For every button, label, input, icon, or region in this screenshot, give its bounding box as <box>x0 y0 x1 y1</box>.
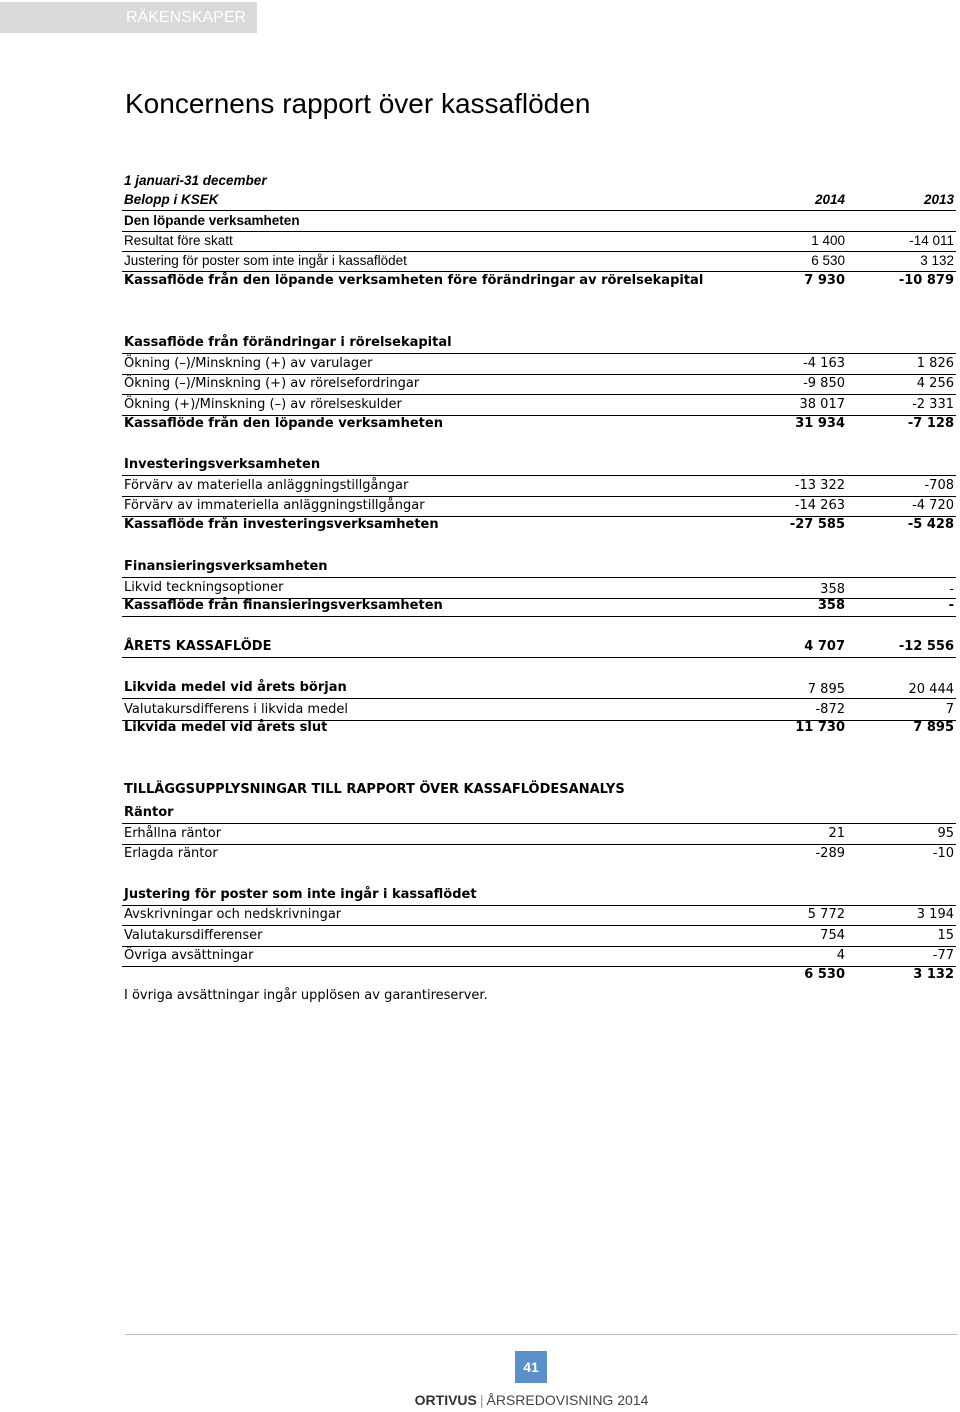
row-label: Ökning (–)/Minskning (+) av varulager <box>124 356 373 371</box>
row-label: Övriga avsättningar <box>124 948 254 963</box>
row-label: Resultat före skatt <box>124 233 233 248</box>
company-name: ORTIVUS <box>414 1392 477 1408</box>
table-row <box>122 844 956 864</box>
year-2014-header: 2014 <box>814 192 845 207</box>
row-label: Likvida medel vid årets början <box>124 680 347 695</box>
section-tag: RÄKENSKAPER <box>0 2 257 33</box>
table-row <box>122 374 956 395</box>
table-row <box>122 476 956 497</box>
period-row <box>122 171 956 191</box>
value-2014: -872 <box>815 702 845 717</box>
value-2013: -14 011 <box>909 233 954 248</box>
page-title: Koncernens rapport över kassaflöden <box>125 88 591 119</box>
value-2014: -14 263 <box>794 498 845 513</box>
value-2013: - <box>948 598 954 613</box>
row-label: Avskrivningar och nedskrivningar <box>124 907 342 922</box>
subtotal-row <box>122 271 956 291</box>
row-label: Valutakursdifferens i likvida medel <box>124 702 348 717</box>
value-2014: 7 895 <box>807 682 845 697</box>
unit-row <box>122 190 956 211</box>
row-label: Likvid teckningsoptioner <box>124 580 284 595</box>
value-2014: 31 934 <box>795 416 845 431</box>
total-row <box>122 637 956 658</box>
row-label: Kassaflöde från den löpande verksamheten <box>124 416 443 431</box>
report-name: ÅRSREDOVISNING 2014 <box>486 1392 649 1408</box>
section-heading-row <box>122 885 956 906</box>
section-heading-row <box>122 557 956 578</box>
table-row <box>122 251 956 272</box>
unit-label: Belopp i KSEK <box>124 192 219 207</box>
table-row <box>122 678 956 699</box>
value-2013: 95 <box>937 826 954 841</box>
value-2013: -5 428 <box>907 517 954 532</box>
page-number: 41 <box>515 1351 547 1383</box>
row-label: Kassaflöde från den löpande verksamheten före förändringar av rörelsekapital <box>124 273 704 288</box>
row-label: Likvida medel vid årets slut <box>124 720 328 735</box>
value-2014: 4 707 <box>804 639 845 654</box>
value-2014: 6 530 <box>804 967 845 982</box>
section-heading-row <box>122 803 956 824</box>
value-2014: 7 930 <box>804 273 845 288</box>
row-label: Ökning (–)/Minskning (+) av rörelsefordringar <box>124 376 420 391</box>
value-2013: -10 879 <box>898 273 954 288</box>
value-2014: 6 530 <box>811 253 845 268</box>
value-2014: 5 772 <box>807 907 845 922</box>
footer-separator: | <box>479 1392 484 1408</box>
subtotal-row <box>122 515 956 535</box>
value-2013: 3 132 <box>920 253 954 268</box>
row-label: Förvärv av immateriella anläggningstillgångar <box>124 498 425 513</box>
table-row <box>122 926 956 947</box>
value-2014: 1 400 <box>811 233 845 248</box>
footer-divider <box>125 1334 958 1335</box>
value-2014: 21 <box>828 826 845 841</box>
subtotal-row <box>122 414 956 434</box>
value-2014: -27 585 <box>789 517 845 532</box>
row-label: Finansieringsverksamheten <box>124 559 328 574</box>
value-2013: 3 194 <box>916 907 954 922</box>
table-row <box>122 905 956 926</box>
table-row <box>122 824 956 845</box>
row-label: Den löpande verksamheten <box>124 213 300 228</box>
value-2013: -7 128 <box>907 416 954 431</box>
value-2013: -77 <box>932 948 954 963</box>
row-label: Kassaflöde från förändringar i rörelsekapital <box>124 335 452 350</box>
row-label: Kassaflöde från investeringsverksamheten <box>124 517 439 532</box>
value-2014: 358 <box>817 598 845 613</box>
table-row <box>122 231 956 252</box>
row-label: Erlagda räntor <box>124 846 218 861</box>
value-2013: 7 <box>945 702 954 717</box>
value-2014: 754 <box>820 928 845 943</box>
value-2013: -12 556 <box>898 639 954 654</box>
row-label: Justering för poster som inte ingår i kassaflödet <box>124 253 407 268</box>
value-2013: 4 256 <box>916 376 954 391</box>
value-2013: -2 331 <box>912 397 954 412</box>
table-row <box>122 211 956 232</box>
value-2013: -10 <box>932 846 954 861</box>
value-2014: -289 <box>815 846 845 861</box>
row-label: Justering för poster som inte ingår i kassaflödet <box>124 887 477 902</box>
section-heading-row <box>122 455 956 476</box>
subtotal-row <box>122 596 956 617</box>
value-2014: -13 322 <box>794 478 845 493</box>
total-row <box>122 718 956 738</box>
value-2013: -708 <box>924 478 954 493</box>
row-label: Valutakursdifferenser <box>124 928 263 943</box>
table-row <box>122 946 956 967</box>
table-row <box>122 395 956 416</box>
supplement-heading <box>122 780 956 800</box>
value-2014: 38 017 <box>799 397 845 412</box>
value-2013: - <box>949 582 954 597</box>
year-2013-header: 2013 <box>923 192 954 207</box>
value-2014: 4 <box>836 948 845 963</box>
value-2013: 15 <box>937 928 954 943</box>
value-2013: -4 720 <box>912 498 954 513</box>
footer-brand <box>0 1392 960 1408</box>
footnote: I övriga avsättningar ingår upplösen av garantireserver. <box>124 988 488 1003</box>
table-row <box>122 354 956 375</box>
row-label: ÅRETS KASSAFLÖDE <box>124 639 272 654</box>
section-heading-row <box>122 333 956 354</box>
value-2013: 3 132 <box>913 967 954 982</box>
value-2013: 20 444 <box>908 682 954 697</box>
value-2014: -4 163 <box>803 356 845 371</box>
row-label: Räntor <box>124 805 174 820</box>
value-2013: 1 826 <box>916 356 954 371</box>
row-label: TILLÄGGSUPPLYSNINGAR TILL RAPPORT ÖVER KASSAFLÖDESANALYS <box>124 782 625 797</box>
row-label: Ökning (+)/Minskning (–) av rörelseskulder <box>124 397 402 412</box>
value-2014: 358 <box>820 582 845 597</box>
row-label: Förvärv av materiella anläggningstillgångar <box>124 478 409 493</box>
value-2013: 7 895 <box>913 720 954 735</box>
row-label: Erhållna räntor <box>124 826 222 841</box>
value-2014: -9 850 <box>803 376 845 391</box>
table-row <box>122 496 956 517</box>
period-label: 1 januari-31 december <box>124 173 267 188</box>
row-label: Investeringsverksamheten <box>124 457 321 472</box>
total-row <box>122 965 956 985</box>
value-2014: 11 730 <box>795 720 845 735</box>
row-label: Kassaflöde från finansieringsverksamheten <box>124 598 443 613</box>
